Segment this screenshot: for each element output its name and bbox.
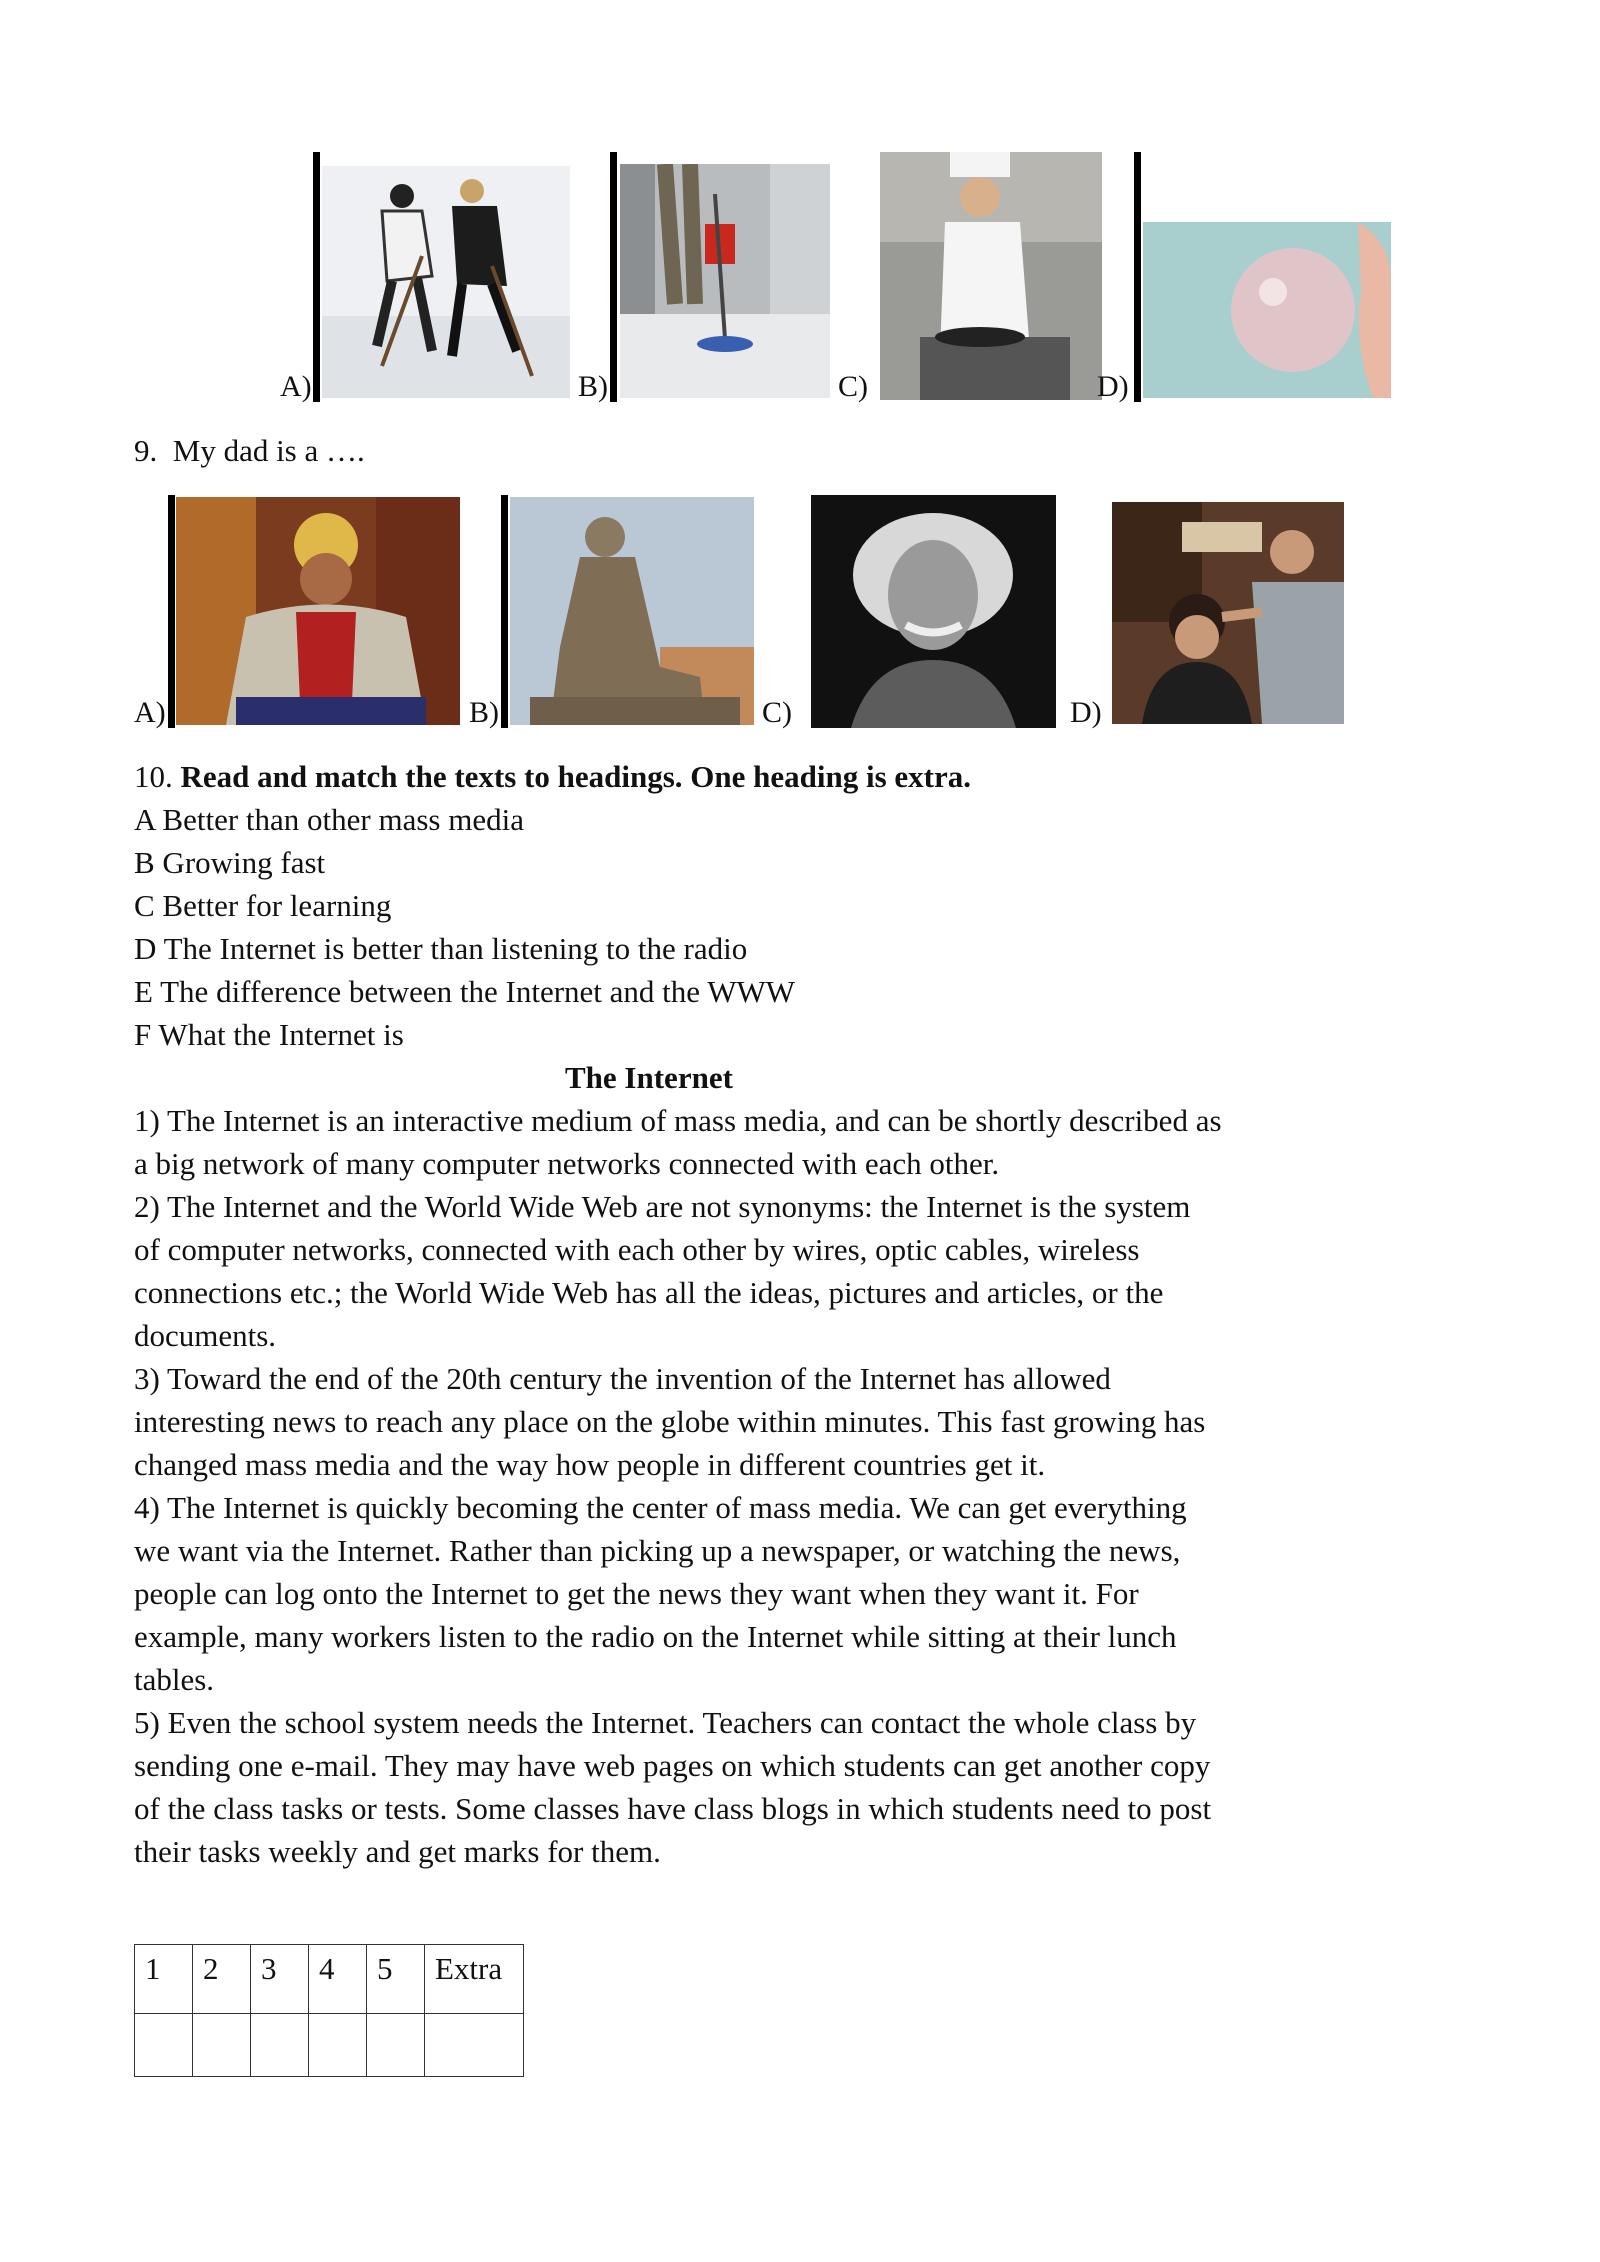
table-header-row	[135, 1945, 524, 2014]
text-line: interesting news to reach any place on the globe within minutes. This fast growing has	[134, 1404, 1206, 1439]
question-9	[134, 429, 365, 472]
scholar-statue-image	[510, 497, 754, 725]
paragraph-2	[134, 1185, 1222, 1357]
answer-cell-2[interactable]	[193, 2014, 251, 2077]
text-line: changed mass media and the way how people in different countries get it.	[134, 1447, 1046, 1482]
answer-table	[134, 1944, 524, 2077]
image-border	[501, 495, 508, 728]
text-line: people can log onto the Internet to get the news they want when they want it. For	[134, 1576, 1139, 1611]
heading-option-c: C Better for learning	[134, 888, 392, 923]
text-line: sending one e-mail. They may have web pages on which students can get another copy	[134, 1748, 1211, 1783]
text-line: a big network of many computer networks connected with each other.	[134, 1146, 1000, 1181]
table-answer-row	[135, 2014, 524, 2077]
heading-option-e: E The difference between the Internet and the WWW	[134, 974, 796, 1009]
image-border	[610, 152, 617, 402]
answer-cell-3[interactable]	[251, 2014, 309, 2077]
headings-list	[134, 798, 795, 1056]
answer-cell-extra[interactable]	[425, 2014, 524, 2077]
floor-mopping-image	[620, 164, 830, 398]
text-line: connections etc.; the World Wide Web has all the ideas, pictures and articles, or the	[134, 1275, 1164, 1310]
heading-option-d: D The Internet is better than listening to the radio	[134, 931, 748, 966]
text-line: 5) Even the school system needs the Internet. Teachers can contact the whole class by	[134, 1705, 1197, 1740]
text-line: example, many workers listen to the radio on the Internet while sitting at their lunch	[134, 1619, 1177, 1654]
paragraph-3	[134, 1357, 1222, 1486]
option-label-c: C)	[762, 696, 792, 729]
heading-option-b: B Growing fast	[134, 845, 326, 880]
question-number: 10.	[134, 759, 173, 794]
text-line: of computer networks, connected with each other by wires, optic cables, wireless	[134, 1232, 1140, 1267]
instruction-text: Read and match the texts to headings. One heading is extra.	[180, 759, 972, 794]
text-line: we want via the Internet. Rather than picking up a newspaper, or watching the news,	[134, 1533, 1181, 1568]
cook-at-stove-image	[880, 152, 1102, 400]
historical-ruler-portrait-image	[176, 497, 460, 725]
question-10-instruction	[134, 755, 971, 798]
text-line: their tasks weekly and get marks for them.	[134, 1834, 661, 1869]
question-text: My dad is a ….	[172, 433, 365, 468]
text-line: of the class tasks or tests. Some classes have class blogs in which students need to post	[134, 1791, 1212, 1826]
text-line: 3) Toward the end of the 20th century the invention of the Internet has allowed	[134, 1361, 1111, 1396]
header-cell-5: 5	[367, 1945, 425, 2014]
header-cell-2: 2	[193, 1945, 251, 2014]
answer-cell-5[interactable]	[367, 2014, 425, 2077]
option-label-d: D)	[1070, 696, 1102, 729]
option-label-c: C)	[838, 370, 868, 403]
reading-text	[134, 1099, 1222, 1873]
barber-haircut-image	[1112, 502, 1344, 724]
text-line: tables.	[134, 1662, 215, 1697]
text-line: 2) The Internet and the World Wide Web are not synonyms: the Internet is the system	[134, 1189, 1191, 1224]
option-label-b: B)	[469, 696, 499, 729]
text-line: documents.	[134, 1318, 277, 1353]
heading-option-a: A Better than other mass media	[134, 802, 524, 837]
header-cell-4: 4	[309, 1945, 367, 2014]
paragraph-5	[134, 1701, 1222, 1873]
header-cell-extra: Extra	[425, 1945, 524, 2014]
hockey-players-image	[322, 166, 570, 398]
header-cell-3: 3	[251, 1945, 309, 2014]
option-label-a: A)	[280, 370, 312, 403]
option-label-a: A)	[134, 696, 166, 729]
image-border	[1134, 152, 1141, 402]
answer-cell-4[interactable]	[309, 2014, 367, 2077]
option-label-b: B)	[578, 370, 608, 403]
bubble-gum-image	[1143, 222, 1391, 398]
option-label-d: D)	[1097, 370, 1129, 403]
text-title: The Internet	[565, 1060, 733, 1095]
text-line: 1) The Internet is an interactive medium of mass media, and can be shortly described as	[134, 1103, 1222, 1138]
paragraph-1	[134, 1099, 1222, 1185]
image-border	[168, 495, 175, 728]
einstein-portrait-image	[811, 495, 1056, 728]
header-cell-1: 1	[135, 1945, 193, 2014]
question-number: 9.	[134, 433, 158, 468]
image-border	[313, 152, 320, 402]
answer-cell-1[interactable]	[135, 2014, 193, 2077]
heading-option-f: F What the Internet is	[134, 1017, 404, 1052]
paragraph-4	[134, 1486, 1222, 1701]
text-line: 4) The Internet is quickly becoming the center of mass media. We can get everything	[134, 1490, 1187, 1525]
